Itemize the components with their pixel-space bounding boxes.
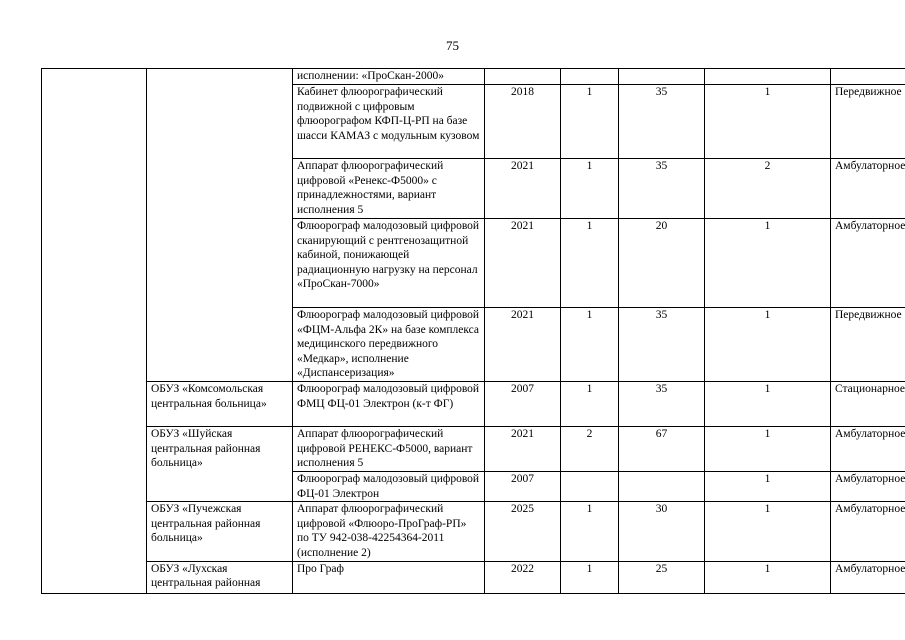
type-cell: Амбулаторное [831, 219, 905, 308]
year-cell: 2018 [485, 85, 561, 159]
equipment-cell: Кабинет флюорографический подвижной с цифровым флюорографом КФП-Ц-РП на базе шасси КАМАЗ с модульным кузовом [293, 85, 485, 159]
equipment-cell: Флюорограф малодозовый цифровой «ФЦМ-Альфа 2К» на базе комплекса медицинского передвижного «Медкар», исполнение «Диспансеризация» [293, 308, 485, 382]
shifts-cell: 1 [705, 85, 831, 159]
year-cell: 2025 [485, 502, 561, 561]
table-row [42, 427, 905, 472]
org-cell: ОБУЗ «Пучежская центральная районная больница» [147, 502, 293, 561]
capacity-cell: 25 [619, 561, 705, 593]
shifts-cell: 1 [705, 561, 831, 593]
year-cell: 2007 [485, 382, 561, 427]
blank-left-column [42, 69, 147, 594]
shifts-cell: 1 [705, 427, 831, 472]
capacity-cell: 20 [619, 219, 705, 308]
capacity-cell [619, 472, 705, 502]
qty-cell: 1 [561, 561, 619, 593]
equipment-cell: Аппарат флюорографический цифровой РЕНЕКС-Ф5000, вариант исполнения 5 [293, 427, 485, 472]
table-row [42, 502, 905, 561]
type-cell: Амбулаторное [831, 561, 905, 593]
equipment-cell: Флюорограф малодозовый цифровой сканирующий с рентгенозащитной кабиной, понижающей радиационную нагрузку на персонал «ПроСкан-7000» [293, 219, 485, 308]
shifts-cell: 1 [705, 502, 831, 561]
capacity-cell: 35 [619, 308, 705, 382]
table-row [42, 561, 905, 593]
page-number: 75 [446, 38, 459, 53]
org-cell [147, 69, 293, 382]
year-cell: 2021 [485, 308, 561, 382]
year-cell: 2021 [485, 219, 561, 308]
type-cell: Амбулаторное [831, 502, 905, 561]
equipment-cell: Аппарат флюорографический цифровой «Ренекс-Ф5000» с принадлежностями, вариант исполнения 5 [293, 159, 485, 219]
table-row [42, 69, 905, 85]
type-cell: Амбулаторное [831, 472, 905, 502]
type-cell: Передвижное [831, 85, 905, 159]
qty-cell: 1 [561, 502, 619, 561]
type-cell [831, 69, 905, 85]
qty-cell: 1 [561, 219, 619, 308]
capacity-cell: 35 [619, 159, 705, 219]
table-row [42, 382, 905, 427]
equipment-cell: Флюорограф малодозовый цифровой ФЦ-01 Электрон [293, 472, 485, 502]
type-cell: Амбулаторное [831, 159, 905, 219]
shifts-cell: 1 [705, 382, 831, 427]
qty-cell: 1 [561, 159, 619, 219]
capacity-cell: 35 [619, 382, 705, 427]
org-cell: ОБУЗ «Шуйская центральная районная больница» [147, 427, 293, 502]
year-cell: 2022 [485, 561, 561, 593]
qty-cell: 1 [561, 308, 619, 382]
equipment-cell: Про Граф [293, 561, 485, 593]
equipment-cell: Флюорограф малодозовый цифровой ФМЦ ФЦ-01 Электрон (к-т ФГ) [293, 382, 485, 427]
shifts-cell: 1 [705, 308, 831, 382]
shifts-cell: 1 [705, 472, 831, 502]
qty-cell: 1 [561, 85, 619, 159]
shifts-cell: 2 [705, 159, 831, 219]
qty-cell [561, 472, 619, 502]
year-cell: 2007 [485, 472, 561, 502]
type-cell: Стационарное [831, 382, 905, 427]
capacity-cell: 67 [619, 427, 705, 472]
equipment-cell: Аппарат флюорографический цифровой «Флюоро-ПроГраф-РП» по ТУ 942-038-42254364-2011 (исполнение 2) [293, 502, 485, 561]
type-cell: Амбулаторное [831, 427, 905, 472]
shifts-cell: 1 [705, 219, 831, 308]
equipment-cell: исполнении: «ПроСкан-2000» [293, 69, 485, 85]
year-cell: 2021 [485, 159, 561, 219]
org-cell: ОБУЗ «Комсомольская центральная больница» [147, 382, 293, 427]
capacity-cell: 35 [619, 85, 705, 159]
org-cell: ОБУЗ «Лухская центральная районная [147, 561, 293, 593]
shifts-cell [705, 69, 831, 85]
qty-cell: 1 [561, 382, 619, 427]
capacity-cell [619, 69, 705, 85]
year-cell: 2021 [485, 427, 561, 472]
year-cell [485, 69, 561, 85]
qty-cell [561, 69, 619, 85]
type-cell: Передвижное [831, 308, 905, 382]
equipment-table [41, 68, 905, 594]
capacity-cell: 30 [619, 502, 705, 561]
qty-cell: 2 [561, 427, 619, 472]
